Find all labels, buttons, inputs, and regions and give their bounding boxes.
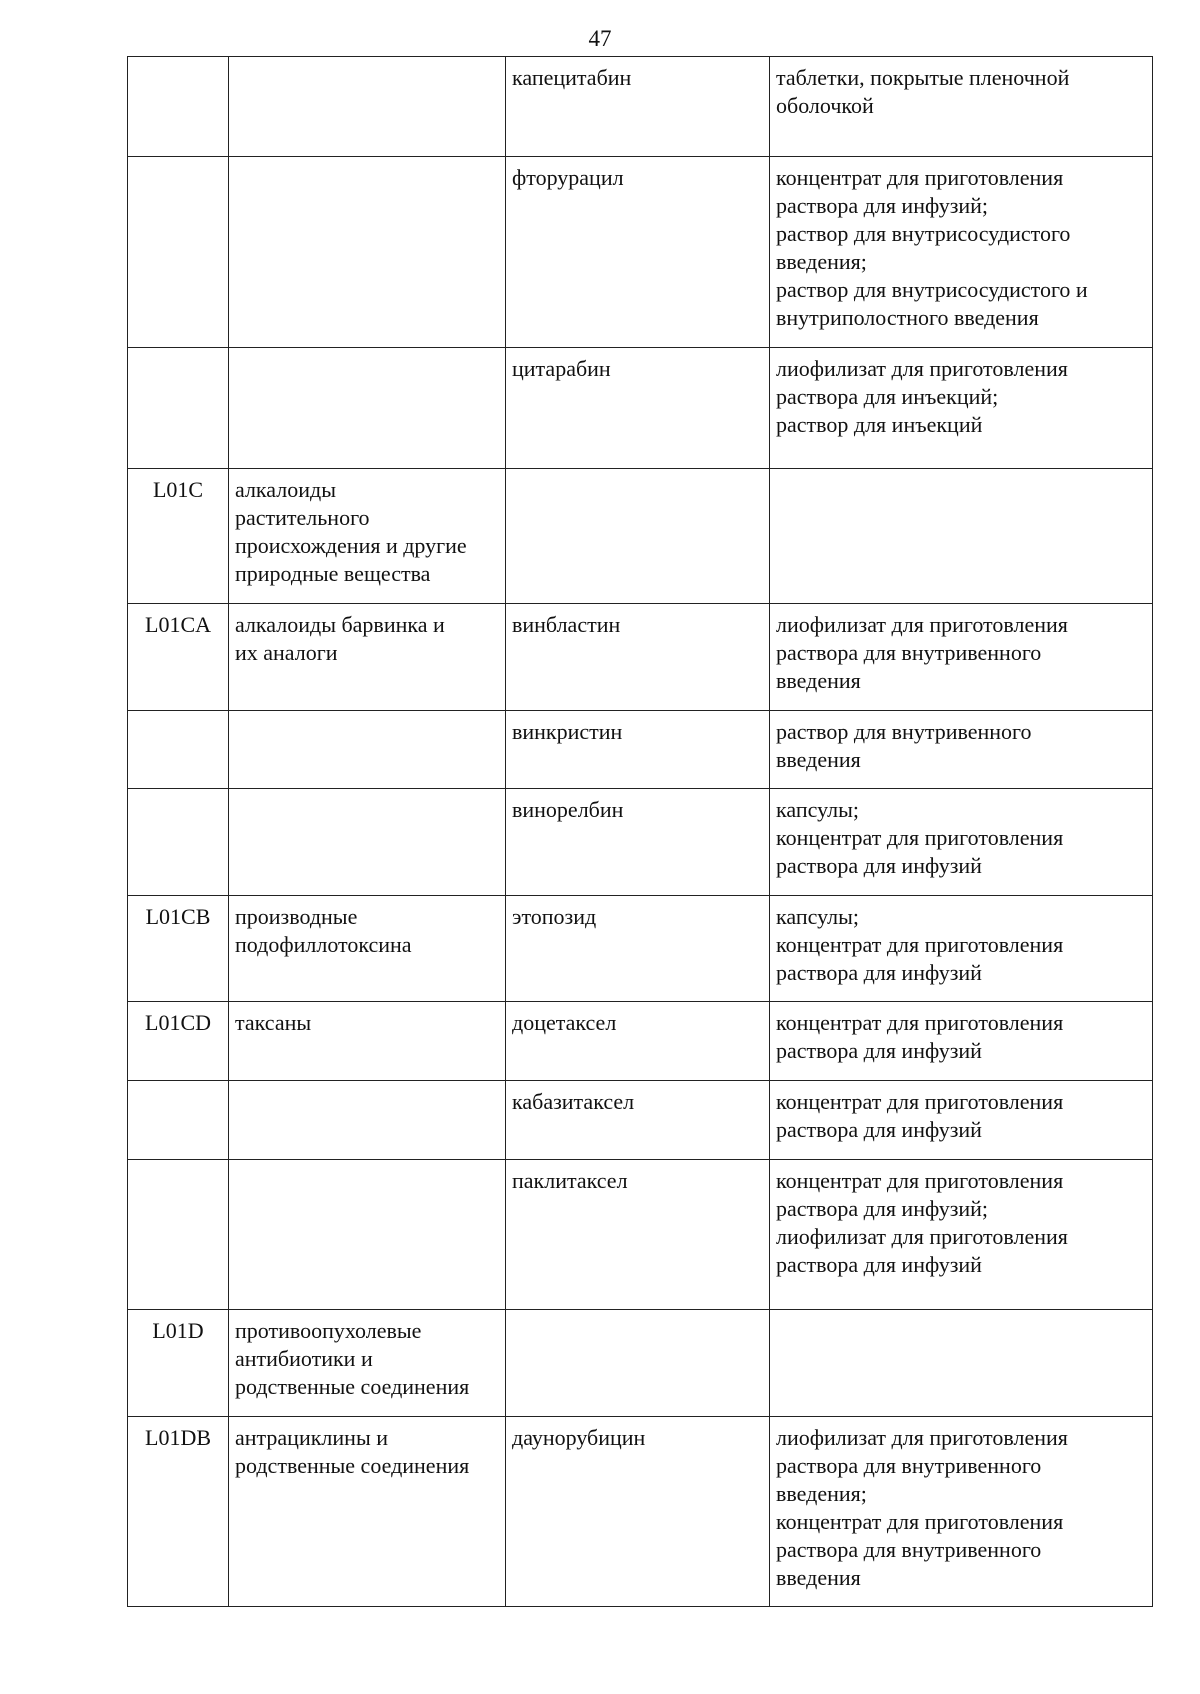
group-name-cell: противоопухолевые антибиотики и родственные соединения bbox=[229, 1310, 506, 1417]
atc-code-cell: L01C bbox=[128, 469, 229, 604]
group-name-cell: алкалоиды барвинка и их аналоги bbox=[229, 604, 506, 711]
table-row bbox=[128, 1310, 1153, 1417]
table-row bbox=[128, 1081, 1153, 1160]
drug-name-cell: капецитабин bbox=[506, 57, 770, 157]
atc-code-cell bbox=[128, 348, 229, 469]
table-row bbox=[128, 1160, 1153, 1310]
table-row bbox=[128, 57, 1153, 157]
table-row bbox=[128, 1417, 1153, 1607]
drug-name-cell: доцетаксел bbox=[506, 1002, 770, 1081]
group-name-cell bbox=[229, 348, 506, 469]
dosage-form-cell: таблетки, покрытые пленочной оболочкой bbox=[770, 57, 1153, 157]
atc-code-cell bbox=[128, 789, 229, 896]
dosage-form-cell: концентрат для приготовления раствора для инфузий; лиофилизат для приготовления раствора для инфузий bbox=[770, 1160, 1153, 1310]
group-name-cell: таксаны bbox=[229, 1002, 506, 1081]
group-name-cell bbox=[229, 711, 506, 789]
drug-name-cell bbox=[506, 469, 770, 604]
group-name-cell bbox=[229, 789, 506, 896]
atc-code-cell: L01D bbox=[128, 1310, 229, 1417]
drug-name-cell: винорелбин bbox=[506, 789, 770, 896]
atc-code-cell bbox=[128, 1160, 229, 1310]
group-name-cell bbox=[229, 1160, 506, 1310]
dosage-form-cell: лиофилизат для приготовления раствора для внутривенного введения; концентрат для приготовления раствора для внутривенного введения bbox=[770, 1417, 1153, 1607]
table-row bbox=[128, 604, 1153, 711]
dosage-form-cell: концентрат для приготовления раствора для инфузий; раствор для внутрисосудистого введения; раствор для внутрисосудистого и внутриполостного введения bbox=[770, 157, 1153, 348]
dosage-form-cell: капсулы; концентрат для приготовления раствора для инфузий bbox=[770, 896, 1153, 1002]
atc-code-cell: L01CD bbox=[128, 1002, 229, 1081]
dosage-form-cell: концентрат для приготовления раствора для инфузий bbox=[770, 1081, 1153, 1160]
dosage-form-cell bbox=[770, 469, 1153, 604]
drug-name-cell: этопозид bbox=[506, 896, 770, 1002]
table-row bbox=[128, 711, 1153, 789]
table-row bbox=[128, 789, 1153, 896]
atc-code-cell: L01CA bbox=[128, 604, 229, 711]
group-name-cell: производные подофиллотоксина bbox=[229, 896, 506, 1002]
page-number: 47 bbox=[588, 26, 612, 51]
drug-name-cell: фторурацил bbox=[506, 157, 770, 348]
dosage-form-cell bbox=[770, 1310, 1153, 1417]
group-name-cell bbox=[229, 157, 506, 348]
atc-code-cell bbox=[128, 711, 229, 789]
drug-name-cell: даунорубицин bbox=[506, 1417, 770, 1607]
group-name-cell: алкалоиды растительного происхождения и другие природные вещества bbox=[229, 469, 506, 604]
drug-name-cell: винкристин bbox=[506, 711, 770, 789]
dosage-form-cell: лиофилизат для приготовления раствора для внутривенного введения bbox=[770, 604, 1153, 711]
dosage-form-cell: раствор для внутривенного введения bbox=[770, 711, 1153, 789]
dosage-form-cell: лиофилизат для приготовления раствора для инъекций; раствор для инъекций bbox=[770, 348, 1153, 469]
table-row bbox=[128, 348, 1153, 469]
drug-table bbox=[127, 56, 1153, 1607]
group-name-cell bbox=[229, 57, 506, 157]
drug-name-cell: цитарабин bbox=[506, 348, 770, 469]
atc-code-cell bbox=[128, 1081, 229, 1160]
group-name-cell: антрациклины и родственные соединения bbox=[229, 1417, 506, 1607]
group-name-cell bbox=[229, 1081, 506, 1160]
drug-name-cell: кабазитаксел bbox=[506, 1081, 770, 1160]
drug-name-cell bbox=[506, 1310, 770, 1417]
table-row bbox=[128, 1002, 1153, 1081]
table-row bbox=[128, 896, 1153, 1002]
table-row bbox=[128, 157, 1153, 348]
drug-name-cell: паклитаксел bbox=[506, 1160, 770, 1310]
drug-name-cell: винбластин bbox=[506, 604, 770, 711]
dosage-form-cell: капсулы; концентрат для приготовления раствора для инфузий bbox=[770, 789, 1153, 896]
atc-code-cell: L01DB bbox=[128, 1417, 229, 1607]
atc-code-cell bbox=[128, 157, 229, 348]
atc-code-cell: L01CB bbox=[128, 896, 229, 1002]
table-row bbox=[128, 469, 1153, 604]
atc-code-cell bbox=[128, 57, 229, 157]
dosage-form-cell: концентрат для приготовления раствора для инфузий bbox=[770, 1002, 1153, 1081]
